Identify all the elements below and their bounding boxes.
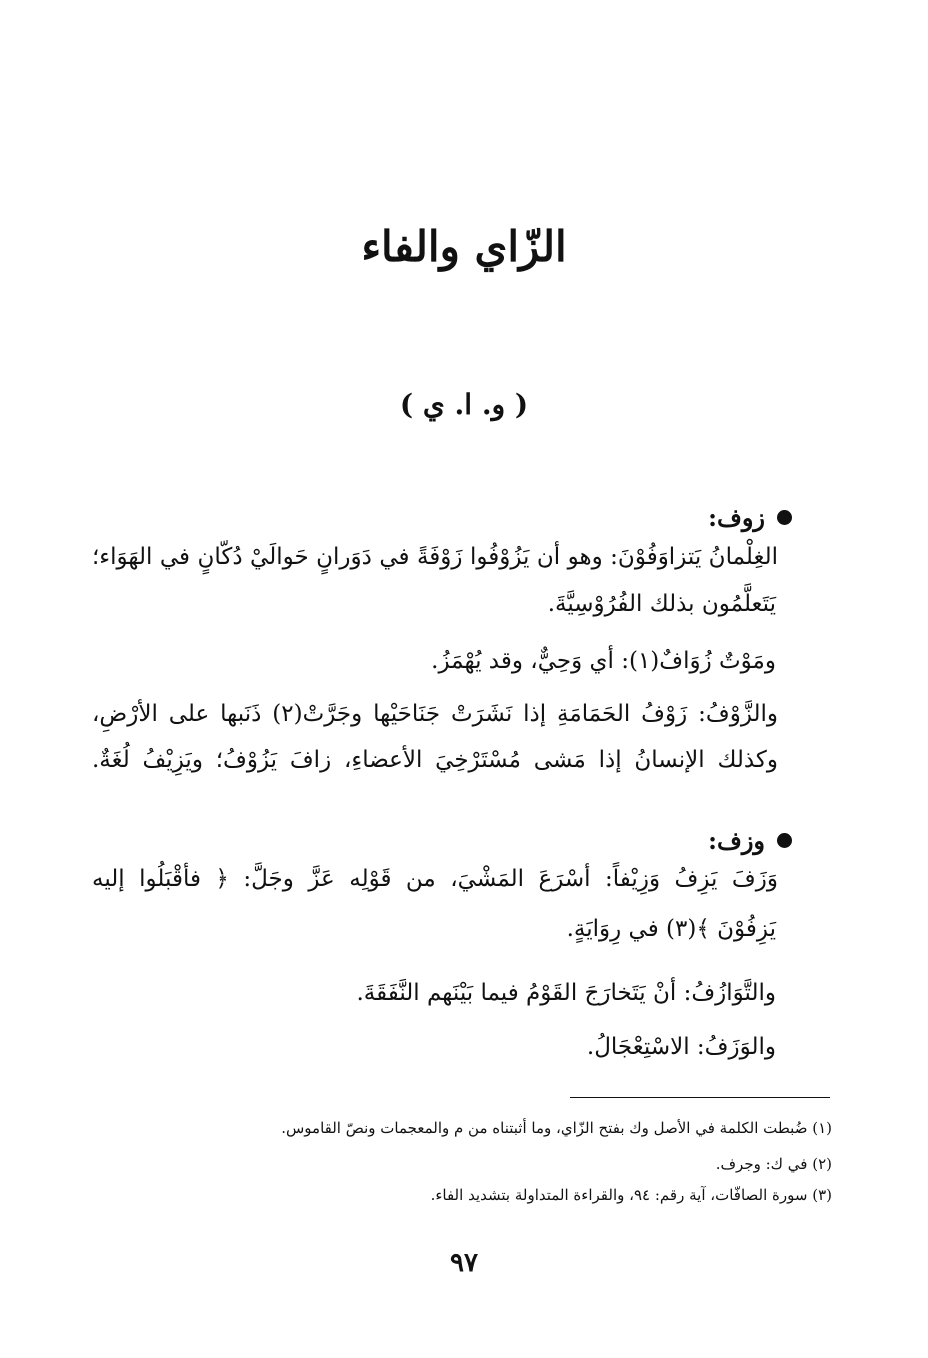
headword: وزف: [708,826,765,855]
entry-line: الغِلْمانُ يَتزاوَفُوْنَ: وهو أن يَزُوْفُوا زَوْفَةً في دَوَرانٍ حَوالَيْ دُكّانٍ في الهَوَاء؛ [92,544,778,570]
entry-headword-wazf [708,826,792,855]
chapter-title: الزّاي والفاء [361,222,567,271]
entry-line: وَزَفَ يَزِفُ وَزِيْفاً: أسْرَعَ المَشْيَ، من قَوْلِه عَزَّ وجَلَّ: ﴿ فأقْبَلُوا إليه [92,866,778,892]
entry-line: والتَّوَازُفُ: أنْ يَتَخارَجَ القَوْمُ فيما بَيْنَهم النَّفَقَةَ. [356,980,776,1006]
entry-line: وكذلك الإنسانُ إذا مَشى مُسْتَرْخِيَ الأعضاءِ، زافَ يَزُوْفُ؛ ويَزِيْفُ لُغَةٌ. [92,747,778,773]
footnote-divider [570,1097,830,1098]
bullet-icon [777,510,792,525]
entry-line: والزَّوْفُ: زَوْفُ الحَمَامَةِ إذا نَشَرَتْ جَنَاحَيْها وجَرَّتْ(٢) ذَنَبها على الأرْضِ، [92,701,779,727]
entry-line: يَزِفُوْنَ ﴾(٣) في رِوَايَةٍ. [566,916,776,942]
headword: زوف: [708,503,765,532]
entry-line: يَتَعلَّمُون بذلك الفُرُوْسِيَّةَ. [547,591,776,617]
entry-line: والوَزَفُ: الاسْتِعْجَالُ. [586,1034,776,1060]
entry-line: ومَوْتٌ زُوَافٌ(١): أي وَحِيٌّ، وقد يُهْمَزُ. [431,648,776,674]
footnote: (١) ضُبطت الكلمة في الأصل وك بفتح الزّاي، وما أثبتناه من م والمعجمات ونصّ القاموس. [281,1119,832,1137]
footnote: (٣) سورة الصافّات، آية رقم: ٩٤، والقراءة المتداولة بتشديد الفاء. [430,1186,832,1204]
root-heading: ( و. ا. ي ) [399,388,529,421]
entry-headword-zawf [708,503,792,532]
footnote: (٢) في ك: وجرف. [715,1155,832,1173]
page-number: ٩٧ [450,1248,478,1278]
bullet-icon [777,833,792,848]
